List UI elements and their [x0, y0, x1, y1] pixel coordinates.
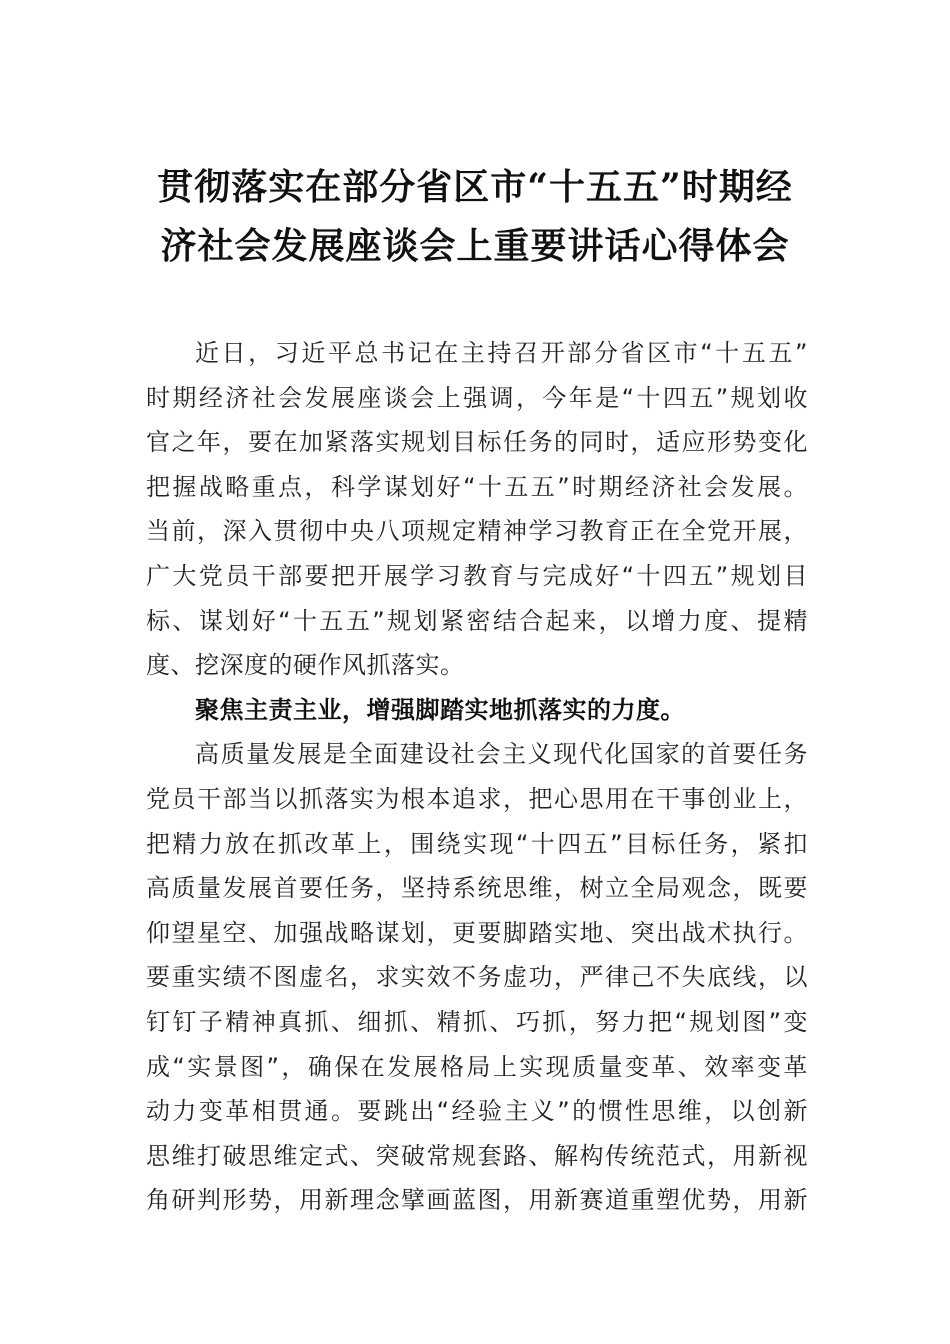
- text-line: 钉钉子精神真抓、细抓、精抓、巧抓，努力把“规划图”变: [146, 1007, 808, 1036]
- text-line: 当前，深入贯彻中央八项规定精神学习教育正在全党开展，: [146, 517, 808, 546]
- text-line: 成“实景图”，确保在发展格局上实现质量变革、效率变革: [146, 1052, 808, 1081]
- text-line: 高质量发展是全面建设社会主义现代化国家的首要任务: [195, 740, 808, 769]
- text-line: 要重实绩不图虚名，求实效不务虚功，严律己不失底线，以: [146, 963, 808, 992]
- text-line: 高质量发展首要任务，坚持系统思维，树立全局观念，既要: [146, 874, 808, 903]
- document-title: [140, 158, 810, 276]
- text-line: 时期经济社会发展座谈会上强调，今年是“十四五”规划收: [146, 383, 808, 412]
- text-line: 角研判形势，用新理念擘画蓝图，用新赛道重塑优势，用新: [146, 1186, 808, 1215]
- section-heading: 聚焦主责主业，增强脚踏实地抓落实的力度。: [195, 695, 685, 724]
- text-line: 广大党员干部要把开展学习教育与完成好“十四五”规划目: [146, 561, 808, 590]
- text-line: 党员干部当以抓落实为根本追求，把心思用在干事创业上，: [146, 784, 808, 813]
- text-line: 近日，习近平总书记在主持召开部分省区市“十五五”: [195, 339, 808, 367]
- text-line: 把握战略重点，科学谋划好“十五五”时期经济社会发展。: [146, 472, 808, 501]
- document-body: [146, 331, 808, 1223]
- text-line: 仰望星空、加强战略谋划，更要脚踏实地、突出战术执行。: [146, 918, 808, 947]
- text-line: 度、挖深度的硬作风抓落实。: [146, 651, 465, 680]
- text-line: 动力变革相贯通。要跳出“经验主义”的惯性思维，以创新: [146, 1097, 808, 1126]
- title-line-1: 贯彻落实在部分省区市“十五五”时期经: [157, 166, 793, 208]
- text-line: 把精力放在抓改革上，围绕实现“十四五”目标任务，紧扣: [146, 829, 808, 858]
- paragraph-intro: [146, 331, 808, 688]
- text-line: 官之年，要在加紧落实规划目标任务的同时，适应形势变化: [146, 428, 808, 457]
- paragraph-section-1: [146, 732, 808, 1223]
- text-line: 思维打破思维定式、突破常规套路、解构传统范式，用新视: [146, 1141, 808, 1170]
- title-line-2: 济社会发展座谈会上重要讲话心得体会: [160, 225, 790, 267]
- text-line: 标、谋划好“十五五”规划紧密结合起来，以增力度、提精: [146, 606, 808, 635]
